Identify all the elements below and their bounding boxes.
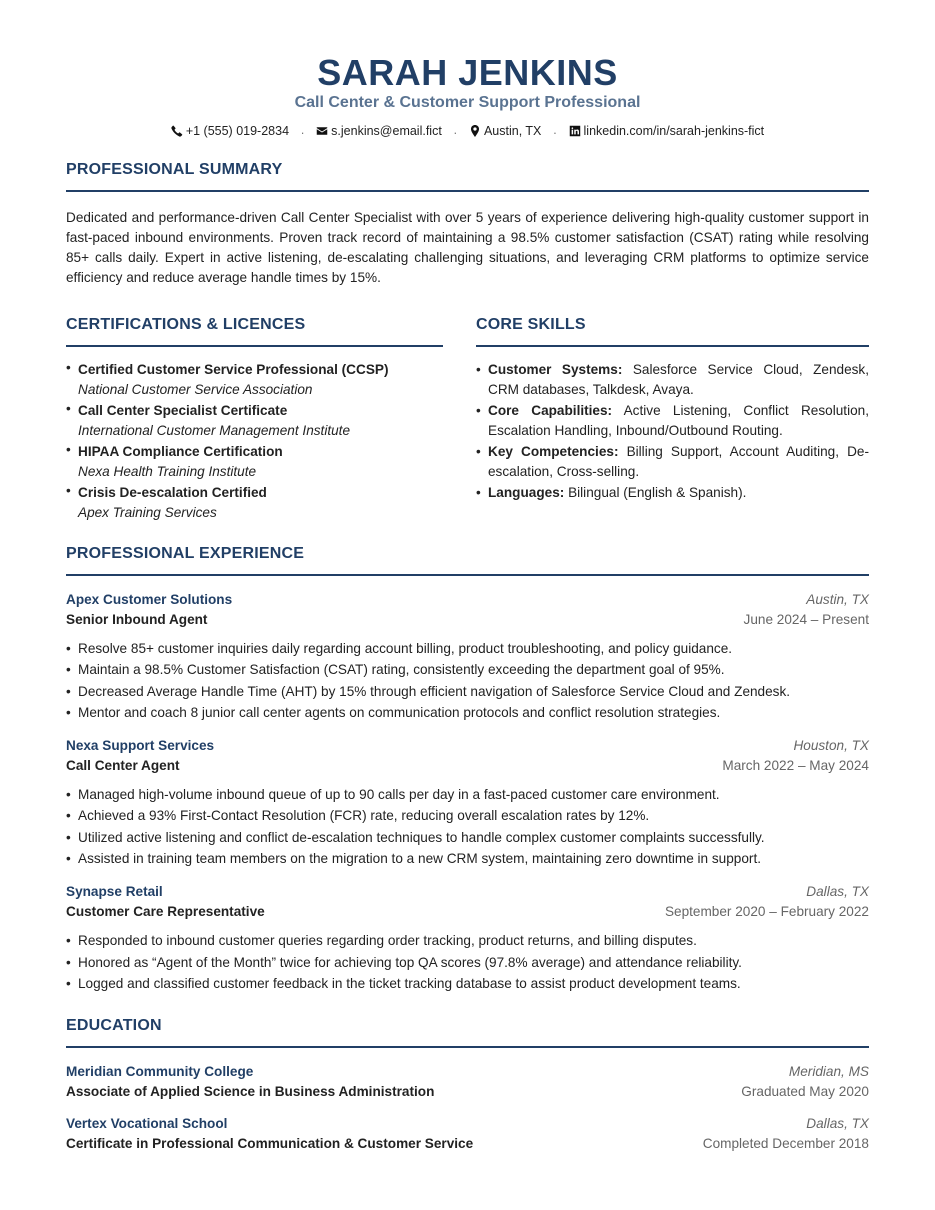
skills-section xyxy=(476,315,869,504)
contact-line xyxy=(0,123,935,141)
list-item xyxy=(476,360,869,400)
job-location: Houston, TX xyxy=(793,738,869,754)
skills-list xyxy=(476,360,869,503)
certification-name: • HIPAA Compliance Certification xyxy=(78,444,283,459)
skill-text: Billing Support, Account Auditing, De-escalation, Cross-selling. xyxy=(488,444,870,479)
list-item: • Achieved a 93% First-Contact Resolution (FCR) rate, reducing overall escalation rates by 12%. xyxy=(66,805,869,826)
list-item: • Logged and classified customer feedback in the ticket tracking database to assist product development teams. xyxy=(66,973,869,994)
list-item: • Honored as “Agent of the Month” twice for achieving top QA scores (97.8% average) and attendance reliability. xyxy=(66,952,869,973)
list-item: • Maintain a 98.5% Customer Satisfaction (CSAT) rating, consistently exceeding the department goal of 95%. xyxy=(66,659,869,680)
job-role: Senior Inbound Agent xyxy=(66,612,208,627)
list-item: • Decreased Average Handle Time (AHT) by 15% through efficient navigation of Salesforce Service Cloud and Zendesk. xyxy=(66,681,869,702)
contact-email-text[interactable]: s.jenkins@email.fict xyxy=(331,124,442,138)
list-item xyxy=(66,442,443,482)
degree-name: Associate of Applied Science in Business Administration xyxy=(66,1084,435,1099)
linkedin-icon xyxy=(569,125,581,137)
skill-text: Active Listening, Conflict Resolution, Escalation Handling, Inbound/Outbound Routing. xyxy=(488,403,869,438)
skill-text: Bilingual (English & Spanish). xyxy=(568,485,747,500)
skill-text: Salesforce Service Cloud, Zendesk, CRM databases, Talkdesk, Avaya. xyxy=(488,362,869,397)
job-entry xyxy=(66,590,869,723)
job-entry xyxy=(66,736,869,869)
summary-text: Dedicated and performance-driven Call Center Specialist with over 5 years of experience delivering high-quality customer support in fast-paced inbound environments. Proven track record of maintaining a 98.5% customer satisfaction (CSAT) rating while resolving 85+ calls daily. Expert in active listening, de-escalating challenging situations, and leveraging CRM platforms to optimize service efficiency and reduce average handle times by 15%. xyxy=(66,210,869,285)
candidate-name: SARAH JENKINS xyxy=(317,52,618,93)
education-entry xyxy=(66,1114,869,1154)
experience-section xyxy=(66,544,869,994)
list-item: • Utilized active listening and conflict de-escalation techniques to handle complex customer complaints successfully. xyxy=(66,827,869,848)
job-duties xyxy=(66,930,869,994)
education-section xyxy=(66,1016,869,1154)
certification-org: National Customer Service Association xyxy=(78,382,313,397)
skill-label: Languages: xyxy=(488,485,565,500)
degree-date: Completed December 2018 xyxy=(702,1136,869,1151)
job-role: Call Center Agent xyxy=(66,758,180,774)
section-heading: CORE SKILLS xyxy=(476,316,586,333)
contact-email[interactable] xyxy=(316,123,442,139)
certifications-section xyxy=(66,315,443,523)
list-item: • Responded to inbound customer queries regarding order tracking, product returns, and billing disputes. xyxy=(66,930,869,951)
job-dates: March 2022 – May 2024 xyxy=(722,758,869,774)
list-item xyxy=(66,401,443,441)
candidate-title: Call Center & Customer Support Professional xyxy=(294,94,641,111)
list-item: • Managed high-volume inbound queue of up to 90 calls per day in a fast-paced customer care environment. xyxy=(66,784,869,805)
list-item xyxy=(476,442,869,482)
list-item: • Assisted in training team members on the migration to a new CRM system, maintaining zero downtime in support. xyxy=(66,848,869,869)
list-item xyxy=(476,401,869,441)
section-divider xyxy=(66,574,869,576)
certification-name: • Call Center Specialist Certificate xyxy=(78,403,288,418)
contact-linkedin[interactable] xyxy=(569,123,765,139)
school-location: Dallas, TX xyxy=(806,1116,869,1131)
job-dates: September 2020 – February 2022 xyxy=(664,904,869,920)
skill-label: Core Capabilities: xyxy=(488,403,613,418)
section-divider xyxy=(66,190,869,192)
section-heading: EDUCATION xyxy=(66,1017,162,1034)
contact-separator: · xyxy=(453,126,458,140)
certifications-list xyxy=(66,360,443,523)
contact-location-text: Austin, TX xyxy=(483,124,542,138)
contact-separator: · xyxy=(300,126,305,140)
list-item: • Resolve 85+ customer inquiries daily regarding account billing, product troubleshooting, and policy guidance. xyxy=(66,638,869,659)
list-item xyxy=(476,483,869,503)
phone-icon xyxy=(171,125,183,137)
envelope-icon xyxy=(316,125,328,137)
education-entry xyxy=(66,1062,869,1102)
certification-org: International Customer Management Institute xyxy=(78,423,351,438)
contact-phone xyxy=(171,123,289,139)
list-item: • Mentor and coach 8 junior call center agents on communication protocols and conflict resolution strategies. xyxy=(66,702,869,723)
job-role: Customer Care Representative xyxy=(66,904,265,920)
certification-org: Nexa Health Training Institute xyxy=(78,464,257,479)
contact-location xyxy=(469,123,541,139)
job-location: Dallas, TX xyxy=(806,884,869,900)
school-name: Meridian Community College xyxy=(66,1064,254,1079)
job-duties xyxy=(66,784,869,869)
degree-date: Graduated May 2020 xyxy=(741,1084,869,1099)
contact-linkedin-text[interactable]: linkedin.com/in/sarah-jenkins-fict xyxy=(583,124,765,138)
map-pin-icon xyxy=(469,125,481,137)
school-name: Vertex Vocational School xyxy=(66,1116,228,1131)
section-heading: PROFESSIONAL EXPERIENCE xyxy=(66,545,305,562)
job-location: Austin, TX xyxy=(806,592,869,607)
section-divider xyxy=(66,1046,869,1048)
job-dates: June 2024 – Present xyxy=(743,612,869,627)
company-name: Nexa Support Services xyxy=(66,738,215,754)
job-entry xyxy=(66,882,869,994)
job-duties xyxy=(66,638,869,723)
skill-label: Customer Systems: xyxy=(488,362,623,377)
degree-name: Certificate in Professional Communication & Customer Service xyxy=(66,1136,474,1151)
certification-org: Apex Training Services xyxy=(78,505,217,520)
certification-name: • Crisis De-escalation Certified xyxy=(78,485,267,500)
contact-phone-text: +1 (555) 019-2834 xyxy=(185,124,290,138)
certification-name: • Certified Customer Service Professional (CCSP) xyxy=(78,362,389,377)
section-heading: CERTIFICATIONS & LICENCES xyxy=(66,316,306,333)
summary-section xyxy=(66,160,869,288)
school-location: Meridian, MS xyxy=(788,1064,869,1079)
section-heading: PROFESSIONAL SUMMARY xyxy=(66,161,283,178)
list-item xyxy=(66,360,443,400)
section-divider xyxy=(476,345,869,347)
company-name: Apex Customer Solutions xyxy=(66,592,233,607)
skill-label: Key Competencies: xyxy=(488,444,619,459)
section-divider xyxy=(66,345,443,347)
company-name: Synapse Retail xyxy=(66,884,163,900)
list-item xyxy=(66,483,443,523)
contact-separator: · xyxy=(552,126,558,140)
